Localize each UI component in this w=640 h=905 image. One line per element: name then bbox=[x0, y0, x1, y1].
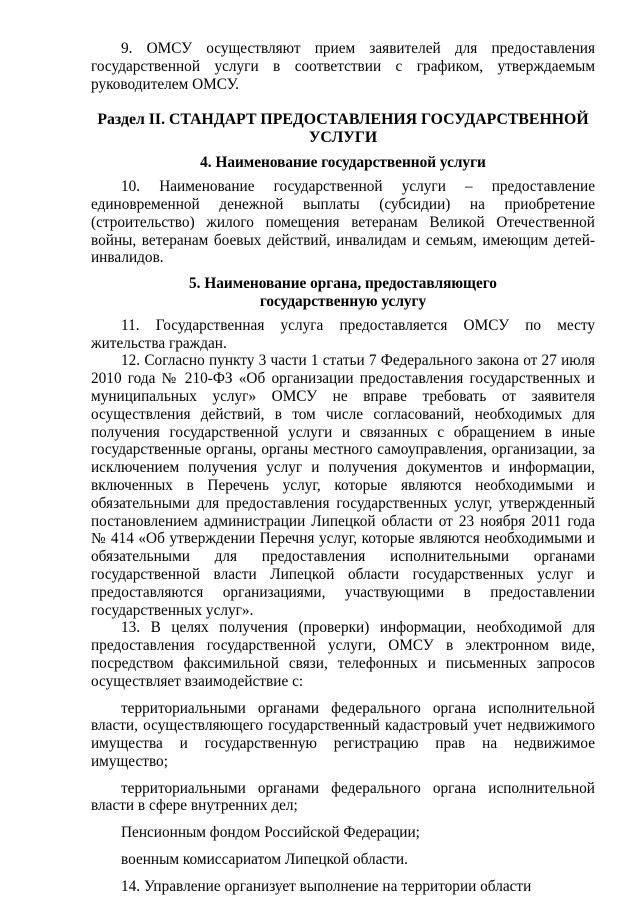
subsection-5-title bbox=[91, 275, 595, 311]
paragraph-10: 10. Наименование государственной услуги – предоставление единовременной денежной выплаты (субсидии) на приобретение (строительство) жилого помещения ветеранам Великой Отечественной войны, ветеранам боевых действий, инвалидам и семьям, имеющим детей-инвалидов. bbox=[91, 178, 595, 267]
section-title: Раздел II. СТАНДАРТ ПРЕДОСТАВЛЕНИЯ ГОСУДАРСТВЕННОЙ УСЛУГИ bbox=[97, 111, 589, 146]
paragraph-13: 13. В целях получения (проверки) информации, необходимой для предоставления государственной услуги, ОМСУ в электронном виде, посредством факсимильной связи, телефонных и письменных запросов осуществляет взаимодействие с: bbox=[91, 619, 595, 690]
subsection-5-title-line1: 5. Наименование органа, предоставляющего bbox=[189, 275, 497, 293]
paragraph-13-item-1: территориальными органами федерального органа исполнительной власти, осуществляющего государственный кадастровый учет недвижимого имущества и государственную регистрацию прав на недвижимое имущество; bbox=[91, 699, 595, 770]
paragraph-9: 9. ОМСУ осуществляют прием заявителей для предоставления государственной услуги в соответствии с графиком, утверждаемым руководителем ОМСУ. bbox=[91, 40, 595, 93]
subsection-4-title: 4. Наименование государственной услуги bbox=[200, 154, 486, 172]
paragraph-13-item-3: Пенсионным фондом Российской Федерации; bbox=[121, 824, 420, 842]
paragraph-13-item-2: территориальными органами федерального органа исполнительной власти в сфере внутренних дел; bbox=[91, 779, 595, 815]
paragraph-11: 11. Государственная услуга предоставляется ОМСУ по месту жительства граждан. bbox=[91, 316, 595, 352]
document-page bbox=[91, 40, 595, 896]
paragraph-13-item-4: военным комиссариатом Липецкой области. bbox=[121, 851, 408, 869]
subsection-5-title-line2: государственную услугу bbox=[259, 292, 427, 310]
paragraph-12: 12. Согласно пункту 3 части 1 статьи 7 Федерального закона от 27 июля 2010 года № 210-ФЗ «Об организации предоставления государственных и муниципальных услуг» ОМСУ не вправе требовать от заявителя осуществления действий, в том числе согласований, необходимых для получения государственной услуги и связанных с обращением в иные государственные органы, органы местного самоуправления, организации, за исключением получения услуг и получения документов и информации, включенных в Перечень услуг, которые являются необходимыми и обязательными для предоставления государственных услуг, утвержденный постановлением администрации Липецкой области от 23 ноября 2011 года № 414 «Об утверждении Перечня услуг, которые являются необходимыми и обязательными для предоставления исполнительными органами государственной власти Липецкой области государственных услуг и предоставляются организациями, участвующими в предоставлении государственных услуг». bbox=[91, 352, 595, 619]
paragraph-14: 14. Управление организует выполнение на территории области bbox=[121, 877, 532, 895]
